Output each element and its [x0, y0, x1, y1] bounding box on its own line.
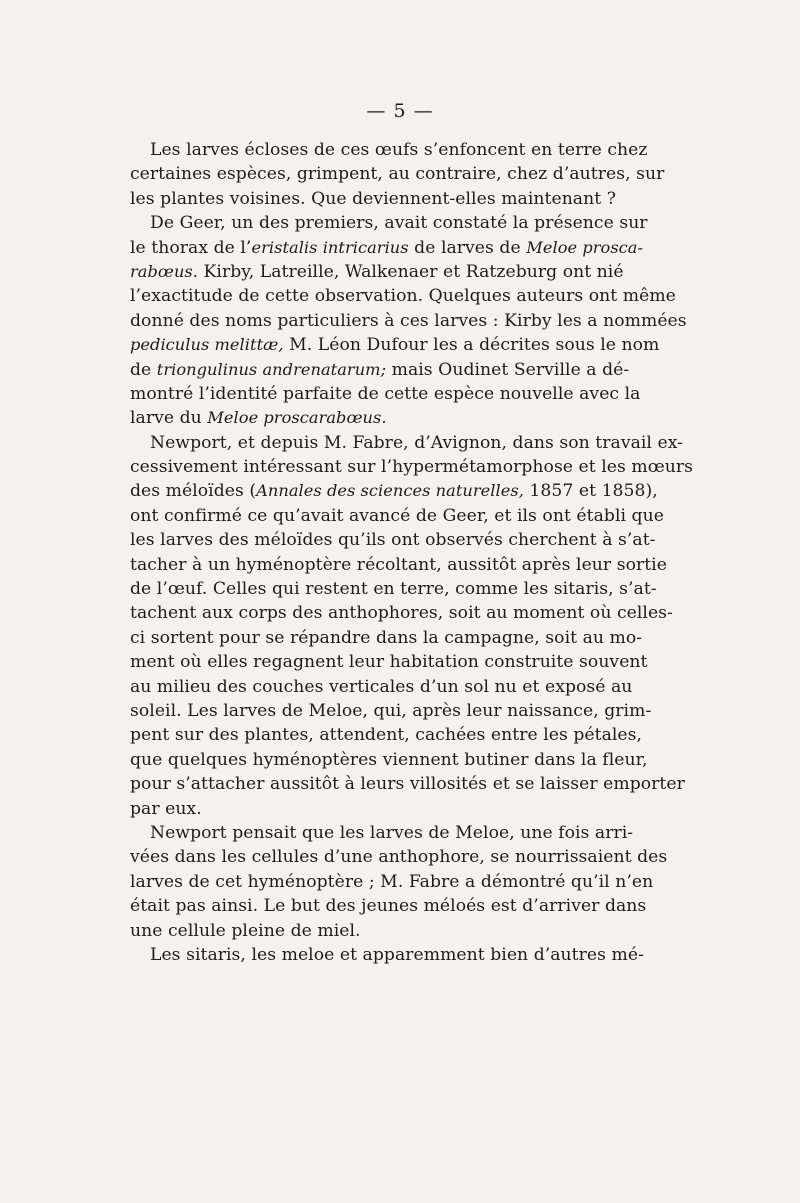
text-line: Newport pensait que les larves de Meloe, une fois arri- — [150, 822, 634, 843]
text-run: M. Léon Dufour les a décrites sous le nom — [283, 335, 660, 356]
text-line: les larves des méloïdes qu’ils ont observés cherchent à s’at- — [130, 530, 656, 551]
text-run: de larves de — [408, 237, 527, 258]
text-line: ment où elles regagnent leur habitation construite souvent — [130, 652, 648, 673]
text-line: pour s’attacher aussitôt à leurs villosités et se laisser emporter — [130, 774, 685, 795]
text-line: une cellule pleine de miel. — [130, 920, 361, 941]
body-text — [130, 138, 694, 967]
text-run: le thorax de l’ — [130, 237, 252, 258]
italic-text: Meloe proscarabœus. — [207, 408, 387, 428]
text-line: Les larves écloses de ces œufs s’enfoncent en terre chez — [150, 140, 648, 160]
text-line: par eux. — [130, 798, 202, 819]
text-line: cessivement intéressant sur l’hypermétamorphose et les mœurs — [130, 457, 694, 478]
text-line — [130, 406, 605, 430]
text-line: larves de cet hyménoptère ; M. Fabre a démontré qu’il n’en — [130, 871, 654, 892]
text-line: Newport, et depuis M. Fabre, d’Avignon, dans son travail ex- — [150, 432, 683, 453]
text-run: 1857 et 1858), — [523, 481, 658, 502]
text-run: de — [130, 359, 157, 380]
text-line — [130, 358, 630, 382]
text-line: au milieu des couches verticales d’un sol nu et exposé au — [130, 676, 633, 697]
text-line: certaines espèces, grimpent, au contraire, chez d’autres, sur — [130, 164, 665, 185]
italic-text: pediculus melittæ, — [130, 335, 284, 355]
italic-text: rabœus. — [130, 261, 198, 281]
text-line: de l’œuf. Celles qui restent en terre, comme les sitaris, s’at- — [130, 579, 657, 600]
text-line: tachent aux corps des anthophores, soit au moment où celles- — [130, 603, 673, 624]
text-line — [130, 333, 660, 357]
text-line: l’exactitude de cette observation. Quelques auteurs ont même — [130, 286, 676, 307]
text-run: larve du — [130, 408, 208, 429]
italic-text: Meloe prosca- — [526, 237, 644, 257]
italic-text: eristalis intricarius — [251, 237, 409, 257]
text-line: tacher à un hyménoptère récoltant, aussitôt après leur sortie — [130, 554, 667, 575]
text-line: était pas ainsi. Le but des jeunes méloés est d’arriver dans — [130, 896, 647, 917]
text-line: montré l’identité parfaite de cette espèce nouvelle avec la — [130, 383, 641, 404]
text-line: donné des noms particuliers à ces larves : Kirby les a nommées — [130, 310, 687, 331]
text-line: les plantes voisines. Que deviennent-elles maintenant ? — [130, 188, 616, 209]
italic-text: Annales des sciences naturelles, — [256, 481, 524, 501]
text-line: ci sortent pour se répandre dans la campagne, soit au mo- — [130, 627, 643, 648]
text-line — [130, 260, 624, 284]
text-run: Kirby, Latreille, Walkenaer et Ratzeburg ont nié — [198, 261, 624, 282]
text-line: ont confirmé ce qu’avait avancé de Geer, et ils ont établi que — [130, 505, 664, 526]
text-line: Les sitaris, les meloe et apparemment bien d’autres mé- — [150, 944, 644, 965]
text-line: vées dans les cellules d’une anthophore, se nourrissaient des — [130, 847, 668, 868]
text-line: De Geer, un des premiers, avait constaté la présence sur — [150, 213, 648, 234]
page-number: — 5 — — [366, 100, 434, 122]
text-run: des méloïdes ( — [130, 481, 257, 502]
text-line: pent sur des plantes, attendent, cachées entre les pétales, — [130, 725, 643, 746]
text-run: mais Oudinet Serville a dé- — [386, 359, 630, 380]
text-line — [130, 479, 658, 503]
text-line: que quelques hyménoptères viennent butiner dans la fleur, — [130, 749, 648, 770]
text-line: soleil. Les larves de Meloe, qui, après leur naissance, grim- — [130, 700, 652, 721]
text-line — [130, 236, 644, 260]
italic-text: triongulinus andrenatarum; — [156, 359, 387, 379]
